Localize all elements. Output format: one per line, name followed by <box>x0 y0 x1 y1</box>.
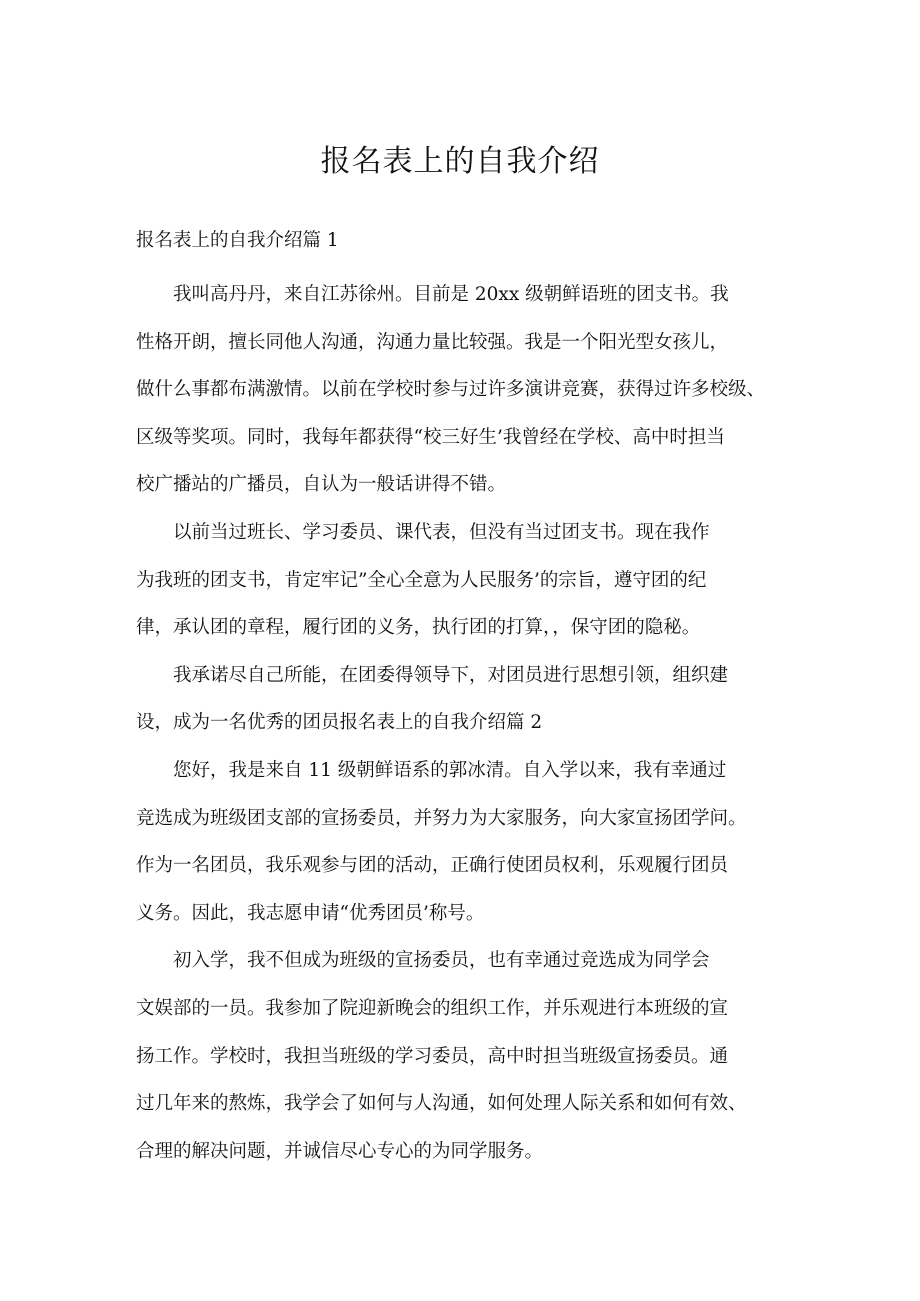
text-line: 竞选成为班级团支部的宣扬委员，并努力为大家服务，向大家宣扬团学问。 <box>136 807 747 829</box>
text-line: 做什么事都布满激情。以前在学校时参与过许多演讲竞赛，获得过许多校级、 <box>136 379 766 401</box>
text-line: 扬工作。学校时，我担当班级的学习委员，高中时担当班级宣扬委员。通 <box>136 1045 729 1067</box>
text-line: 合理的解决问题，并诚信尽心专心的为同学服务。 <box>136 1140 544 1162</box>
paragraph-3 <box>136 652 790 747</box>
text-line: 过几年来的熬炼，我学会了如何与人沟通，如何处理人际关系和如何有效、 <box>136 1093 747 1115</box>
section-heading: 报名表上的自我介绍篇 1 <box>136 230 339 251</box>
text-line: 为我班的团支书，肯定牢记”全心全意为人民服务’的宗旨，遵守团的纪 <box>136 569 707 591</box>
paragraph-2 <box>136 509 790 652</box>
text-line: 区级等奖项。同时，我每年都获得“校三好生’我曾经在学校、高中时担当 <box>136 426 725 448</box>
text-line: 校广播站的广播员，自认为一般话讲得不错。 <box>136 474 507 496</box>
paragraph-5 <box>136 937 790 1175</box>
text-line: 文娱部的一员。我参加了院迎新晚会的组织工作，并乐观进行本班级的宣 <box>136 997 729 1019</box>
text-line: 作为一名团员，我乐观参与团的活动，正确行使团员权利，乐观履行团员 <box>136 855 729 877</box>
body-text <box>136 271 790 1175</box>
text-line: 义务。因此，我志愿申请“优秀团员’称号。 <box>136 902 485 924</box>
document-title: 报名表上的自我介绍 <box>320 144 600 179</box>
text-line: 律，承认团的章程，履行团的义务，执行团的打算，，保守团的隐秘。 <box>136 617 701 639</box>
paragraph-1 <box>136 271 790 509</box>
text-line: 初入学，我不但成为班级的宣扬委员，也有幸通过竞选成为同学会 <box>173 950 710 972</box>
paragraph-4 <box>136 747 790 937</box>
text-line: 您好，我是来自 11 级朝鲜语系的郭冰清。自入学以来，我有幸通过 <box>173 759 727 781</box>
text-line: 性格开朗，擅长同他人沟通，沟通力量比较强。我是一个阳光型女孩儿， <box>136 331 729 353</box>
text-line: 我叫高丹丹，来自江苏徐州。目前是 20xx 级朝鲜语班的团支书。我 <box>173 284 729 305</box>
text-line: 设，成为一名优秀的团员报名表上的自我介绍篇 2 <box>136 712 543 734</box>
text-line: 以前当过班长、学习委员、课代表，但没有当过团支书。现在我作 <box>173 521 710 543</box>
text-line: 我承诺尽自己所能，在团委得领导下，对团员进行思想引领，组织建 <box>173 664 729 686</box>
